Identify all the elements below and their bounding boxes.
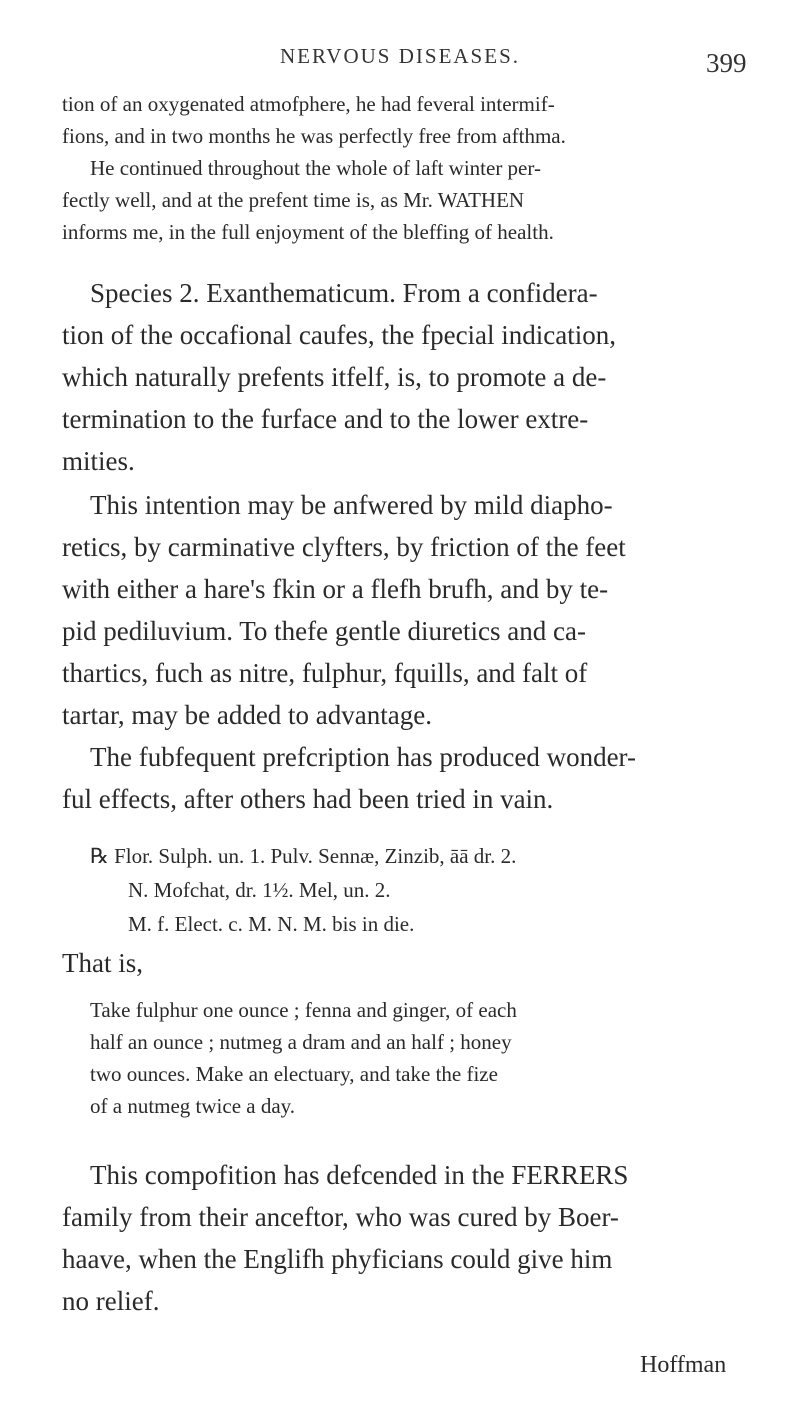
text-line: tion of the occafional caufes, the fpecial indication, (62, 320, 617, 350)
text-line: thartics, fuch as nitre, fulphur, fquills, and falt of (62, 658, 588, 688)
text-line: informs me, in the full enjoyment of the bleffing of health. (62, 220, 554, 244)
text-line: He continued throughout the whole of laft winter per- (90, 156, 541, 180)
text-line: termination to the furface and to the lower extre- (62, 404, 589, 434)
text-line: This compofition has defcended in the FERRERS (90, 1160, 629, 1190)
recipe-line: ℞ Flor. Sulph. un. 1. Pulv. Sennæ, Zinzib, āā dr. 2. (90, 844, 517, 868)
running-head: NERVOUS DISEASES. (279, 44, 520, 68)
text-line: fions, and in two months he was perfectly free from afthma. (62, 124, 566, 148)
text-line: tartar, may be added to advantage. (62, 700, 432, 730)
text-line: tion of an oxygenated atmofphere, he had feveral intermif- (62, 92, 555, 116)
text-line: Species 2. Exanthematicum. From a confidera- (90, 278, 598, 308)
text-line: ful effects, after others had been tried in vain. (62, 784, 554, 814)
page-number: 399 (706, 48, 747, 78)
text-line: with either a hare's fkin or a flefh brufh, and by te- (62, 574, 609, 604)
text-line: retics, by carminative clyfters, by friction of the feet (62, 532, 626, 562)
catchword: Hoffman (640, 1352, 727, 1378)
text-line: two ounces. Make an electuary, and take the fize (90, 1062, 498, 1086)
text-line: Take fulphur one ounce ; fenna and ginger, of each (90, 998, 517, 1022)
text-line: no relief. (62, 1286, 160, 1316)
text-line: half an ounce ; nutmeg a dram and an half ; honey (90, 1030, 512, 1054)
text-line: which naturally prefents itfelf, is, to promote a de- (62, 362, 607, 392)
text-line: family from their anceftor, who was cured by Boer- (62, 1202, 619, 1232)
recipe-line: M. f. Elect. c. M. N. M. bis in die. (128, 912, 415, 936)
text-line: The fubfequent prefcription has produced wonder- (90, 742, 636, 772)
text-line: fectly well, and at the prefent time is, as Mr. WATHEN (62, 188, 525, 212)
recipe-line: N. Mofchat, dr. 1½. Mel, un. 2. (128, 878, 391, 902)
text-line: That is, (62, 948, 143, 978)
text-line: haave, when the Englifh phyficians could give him (62, 1244, 613, 1274)
text-line: of a nutmeg twice a day. (90, 1094, 296, 1118)
text-line: pid pediluvium. To thefe gentle diuretics and ca- (62, 616, 586, 646)
text-line: This intention may be anfwered by mild diapho- (90, 490, 613, 520)
text-line: mities. (62, 446, 135, 476)
